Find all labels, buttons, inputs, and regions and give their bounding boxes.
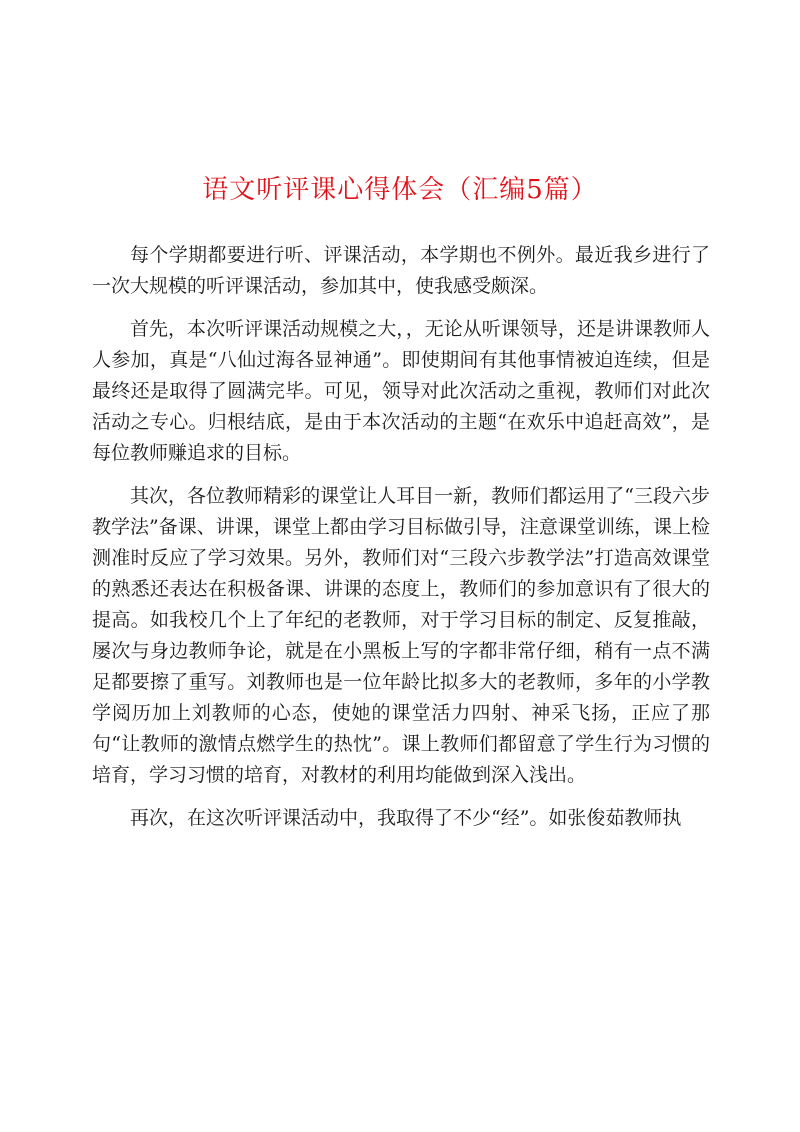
- paragraph: 每个学期都要进行听、评课活动，本学期也不例外。最近我乡进行了一次大规模的听评课活动，参加其中，使我感受颇深。: [92, 244, 710, 297]
- paragraph: 其次，各位教师精彩的课堂让人耳目一新，教师们都运用了“三段六步教学法”备课、讲课，课堂上都由学习目标做引导，注意课堂训练，课上检测准时反应了学习效果。另外，教师们对“三段六步教学法”打造高效课堂的熟悉还表达在积极备课、讲课的态度上，教师们的参加意识有了很大的提高。如我校几个上了年纪的老教师，对于学习目标的制定、反复推敲，屡次与身边教师争论，就是在小黑板上写的字都非常仔细，稍有一点不满足都要擦了重写。刘教师也是一位年龄比拟多大的老教师，多年的小学教学阅历加上刘教师的心态，使她的课堂活力四射、神采飞扬，正应了那句“让教师的激情点燃学生的热忱”。课上教师们都留意了学生行为习惯的培育，学习习惯的培育，对教材的利用均能做到深入浅出。: [92, 485, 710, 786]
- paragraph: 再次，在这次听评课活动中，我取得了不少“经”。如张俊茹教师执: [130, 807, 682, 829]
- document-body: [92, 240, 710, 846]
- document-title: 语文听评课心得体会（汇编5篇）: [202, 175, 598, 205]
- paragraph: 首先，本次听评课活动规模之大，，无论从听课领导，还是讲课教师人人参加，真是“八仙过海各显神通”。即使期间有其他事情被迫连续，但是最终还是取得了圆满完毕。可见，领导对此次活动之重视，教师们对此次活动之专心。归根结底，是由于本次活动的主题“在欢乐中追赶高效”，是每位教师赚追求的目标。: [92, 318, 710, 464]
